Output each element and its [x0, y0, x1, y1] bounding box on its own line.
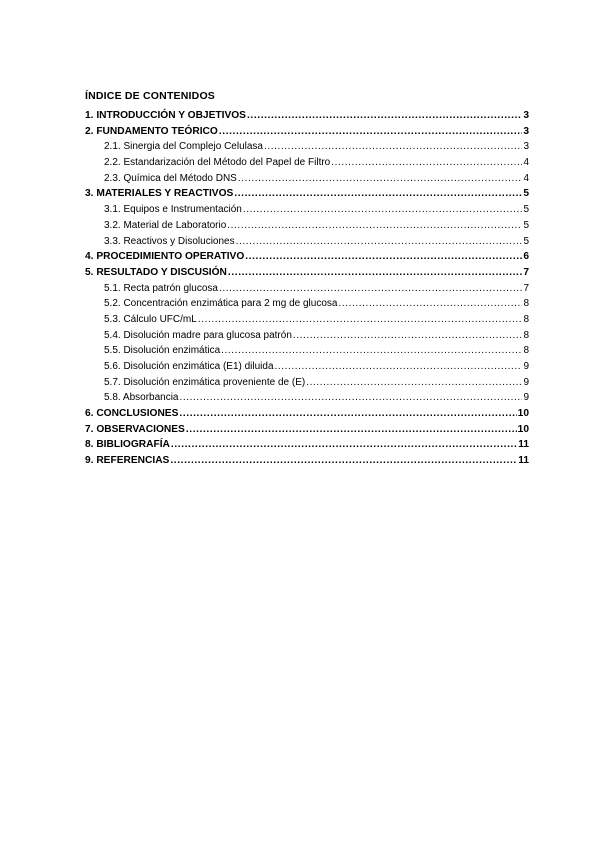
toc-subsection-entry[interactable]	[85, 141, 529, 157]
toc-page-number: 10	[517, 423, 529, 435]
toc-page-number: 7	[523, 282, 529, 294]
toc-leader-dots	[180, 392, 523, 403]
toc-page-number: 3	[523, 125, 529, 137]
toc-page-number: 5	[523, 204, 529, 216]
toc-subsection-entry[interactable]	[85, 298, 529, 314]
toc-entry-label: 5.6. Disolución enzimática (E1) diluida	[104, 361, 274, 372]
toc-page-number: 10	[517, 408, 529, 420]
toc-leader-dots	[331, 157, 522, 168]
toc-page-number: 11	[518, 455, 529, 467]
toc-section-entry[interactable]	[85, 110, 529, 126]
toc-leader-dots	[247, 110, 522, 121]
toc-title: ÍNDICE DE CONTENIDOS	[85, 90, 216, 102]
toc-section-entry[interactable]	[85, 455, 529, 471]
toc-entry-label: 3.3. Reactivos y Disoluciones	[104, 235, 235, 247]
toc-subsection-entry[interactable]	[85, 236, 529, 252]
toc-leader-dots	[227, 220, 522, 231]
toc-section-entry[interactable]	[85, 408, 529, 424]
toc-entry-label: 5.1. Recta patrón glucosa	[104, 282, 218, 294]
toc-page-number: 8	[523, 345, 529, 357]
toc-entry-label: 6. CONCLUSIONES	[85, 408, 179, 420]
toc-subsection-entry[interactable]	[85, 204, 529, 220]
toc-leader-dots	[234, 188, 522, 199]
toc-entry-label: 8. BIBLIOGRAFÍA	[85, 439, 170, 451]
toc-subsection-entry[interactable]	[85, 173, 529, 189]
toc-page-number: 5	[523, 219, 529, 231]
toc-leader-dots	[219, 283, 522, 294]
toc-page-number: 5	[523, 235, 529, 247]
toc-entry-label: 5.2. Concentración enzimática para 2 mg de glucosa	[104, 298, 338, 310]
toc-section-entry[interactable]	[85, 188, 529, 204]
toc-entry-label: 3.2. Material de Laboratorio	[104, 219, 227, 231]
toc-entry-label: 7. OBSERVACIONES	[85, 423, 185, 435]
toc-page-number: 8	[523, 313, 529, 325]
toc-leader-dots	[245, 251, 522, 262]
toc-entry-label: 2.2. Estandarización del Método del Papel de Filtro	[104, 157, 331, 169]
toc-subsection-entry[interactable]	[85, 361, 529, 377]
toc-entry-label: 3.1. Equipos e Instrumentación	[104, 204, 242, 216]
toc-entry-label: 5.4. Disolución madre para glucosa patrón	[104, 329, 292, 341]
toc-leader-dots	[221, 345, 522, 356]
toc-subsection-entry[interactable]	[85, 220, 529, 236]
toc-leader-dots	[236, 236, 523, 247]
toc-page-number: 3	[523, 141, 529, 153]
toc-leader-dots	[228, 267, 522, 278]
toc-subsection-entry[interactable]	[85, 157, 529, 173]
toc-leader-dots	[275, 361, 523, 372]
toc-entry-label: 5.7. Disolución enzimática proveniente de (E)	[104, 376, 306, 388]
toc-entry-label: 5.3. Cálculo UFC/mL	[104, 313, 197, 325]
toc-entry-label: 2.1. Sinergia del Complejo Celulasa	[104, 141, 263, 153]
table-of-contents	[85, 110, 529, 471]
toc-entry-label: 5.5. Disolución enzimática	[104, 345, 221, 357]
toc-entry-label: 2.3. Química del Método DNS	[104, 172, 237, 184]
toc-entry-label: 9. REFERENCIAS	[85, 455, 170, 467]
toc-page-number: 4	[523, 172, 529, 184]
toc-leader-dots	[198, 314, 523, 325]
toc-leader-dots	[219, 126, 523, 137]
toc-subsection-entry[interactable]	[85, 283, 529, 299]
toc-subsection-entry[interactable]	[85, 314, 529, 330]
toc-leader-dots	[306, 377, 522, 388]
toc-page-number: 7	[523, 266, 529, 278]
toc-entry-label: 5.8. Absorbancia	[104, 392, 179, 404]
toc-leader-dots	[293, 330, 523, 341]
toc-page-number: 9	[523, 376, 529, 388]
toc-page-number: 8	[523, 298, 529, 310]
toc-leader-dots	[171, 439, 517, 450]
toc-page-number: 4	[523, 157, 529, 169]
toc-leader-dots	[170, 455, 517, 466]
toc-subsection-entry[interactable]	[85, 377, 529, 393]
toc-page-number: 6	[523, 251, 529, 263]
toc-section-entry[interactable]	[85, 424, 529, 440]
toc-page-number: 9	[523, 392, 529, 404]
toc-page-number: 3	[523, 110, 529, 121]
toc-entry-label: 5. RESULTADO Y DISCUSIÓN	[85, 266, 227, 278]
toc-leader-dots	[179, 408, 516, 419]
toc-entry-label: 4. PROCEDIMIENTO OPERATIVO	[85, 251, 245, 263]
toc-subsection-entry[interactable]	[85, 392, 529, 408]
toc-section-entry[interactable]	[85, 251, 529, 267]
toc-page-number: 8	[523, 329, 529, 341]
toc-section-entry[interactable]	[85, 267, 529, 283]
toc-entry-label: 2. FUNDAMENTO TEÓRICO	[85, 125, 218, 137]
toc-leader-dots	[243, 204, 523, 215]
toc-section-entry[interactable]	[85, 126, 529, 142]
toc-page-number: 5	[523, 188, 529, 200]
toc-entry-label: 3. MATERIALES Y REACTIVOS	[85, 188, 234, 200]
toc-entry-label: 1. INTRODUCCIÓN Y OBJETIVOS	[85, 110, 246, 121]
toc-page-number: 9	[523, 361, 529, 372]
toc-page-number: 11	[518, 439, 529, 451]
toc-subsection-entry[interactable]	[85, 330, 529, 346]
toc-leader-dots	[338, 298, 522, 309]
toc-leader-dots	[186, 424, 517, 435]
toc-leader-dots	[238, 173, 523, 184]
toc-leader-dots	[264, 141, 522, 152]
toc-section-entry[interactable]	[85, 439, 529, 455]
toc-subsection-entry[interactable]	[85, 345, 529, 361]
